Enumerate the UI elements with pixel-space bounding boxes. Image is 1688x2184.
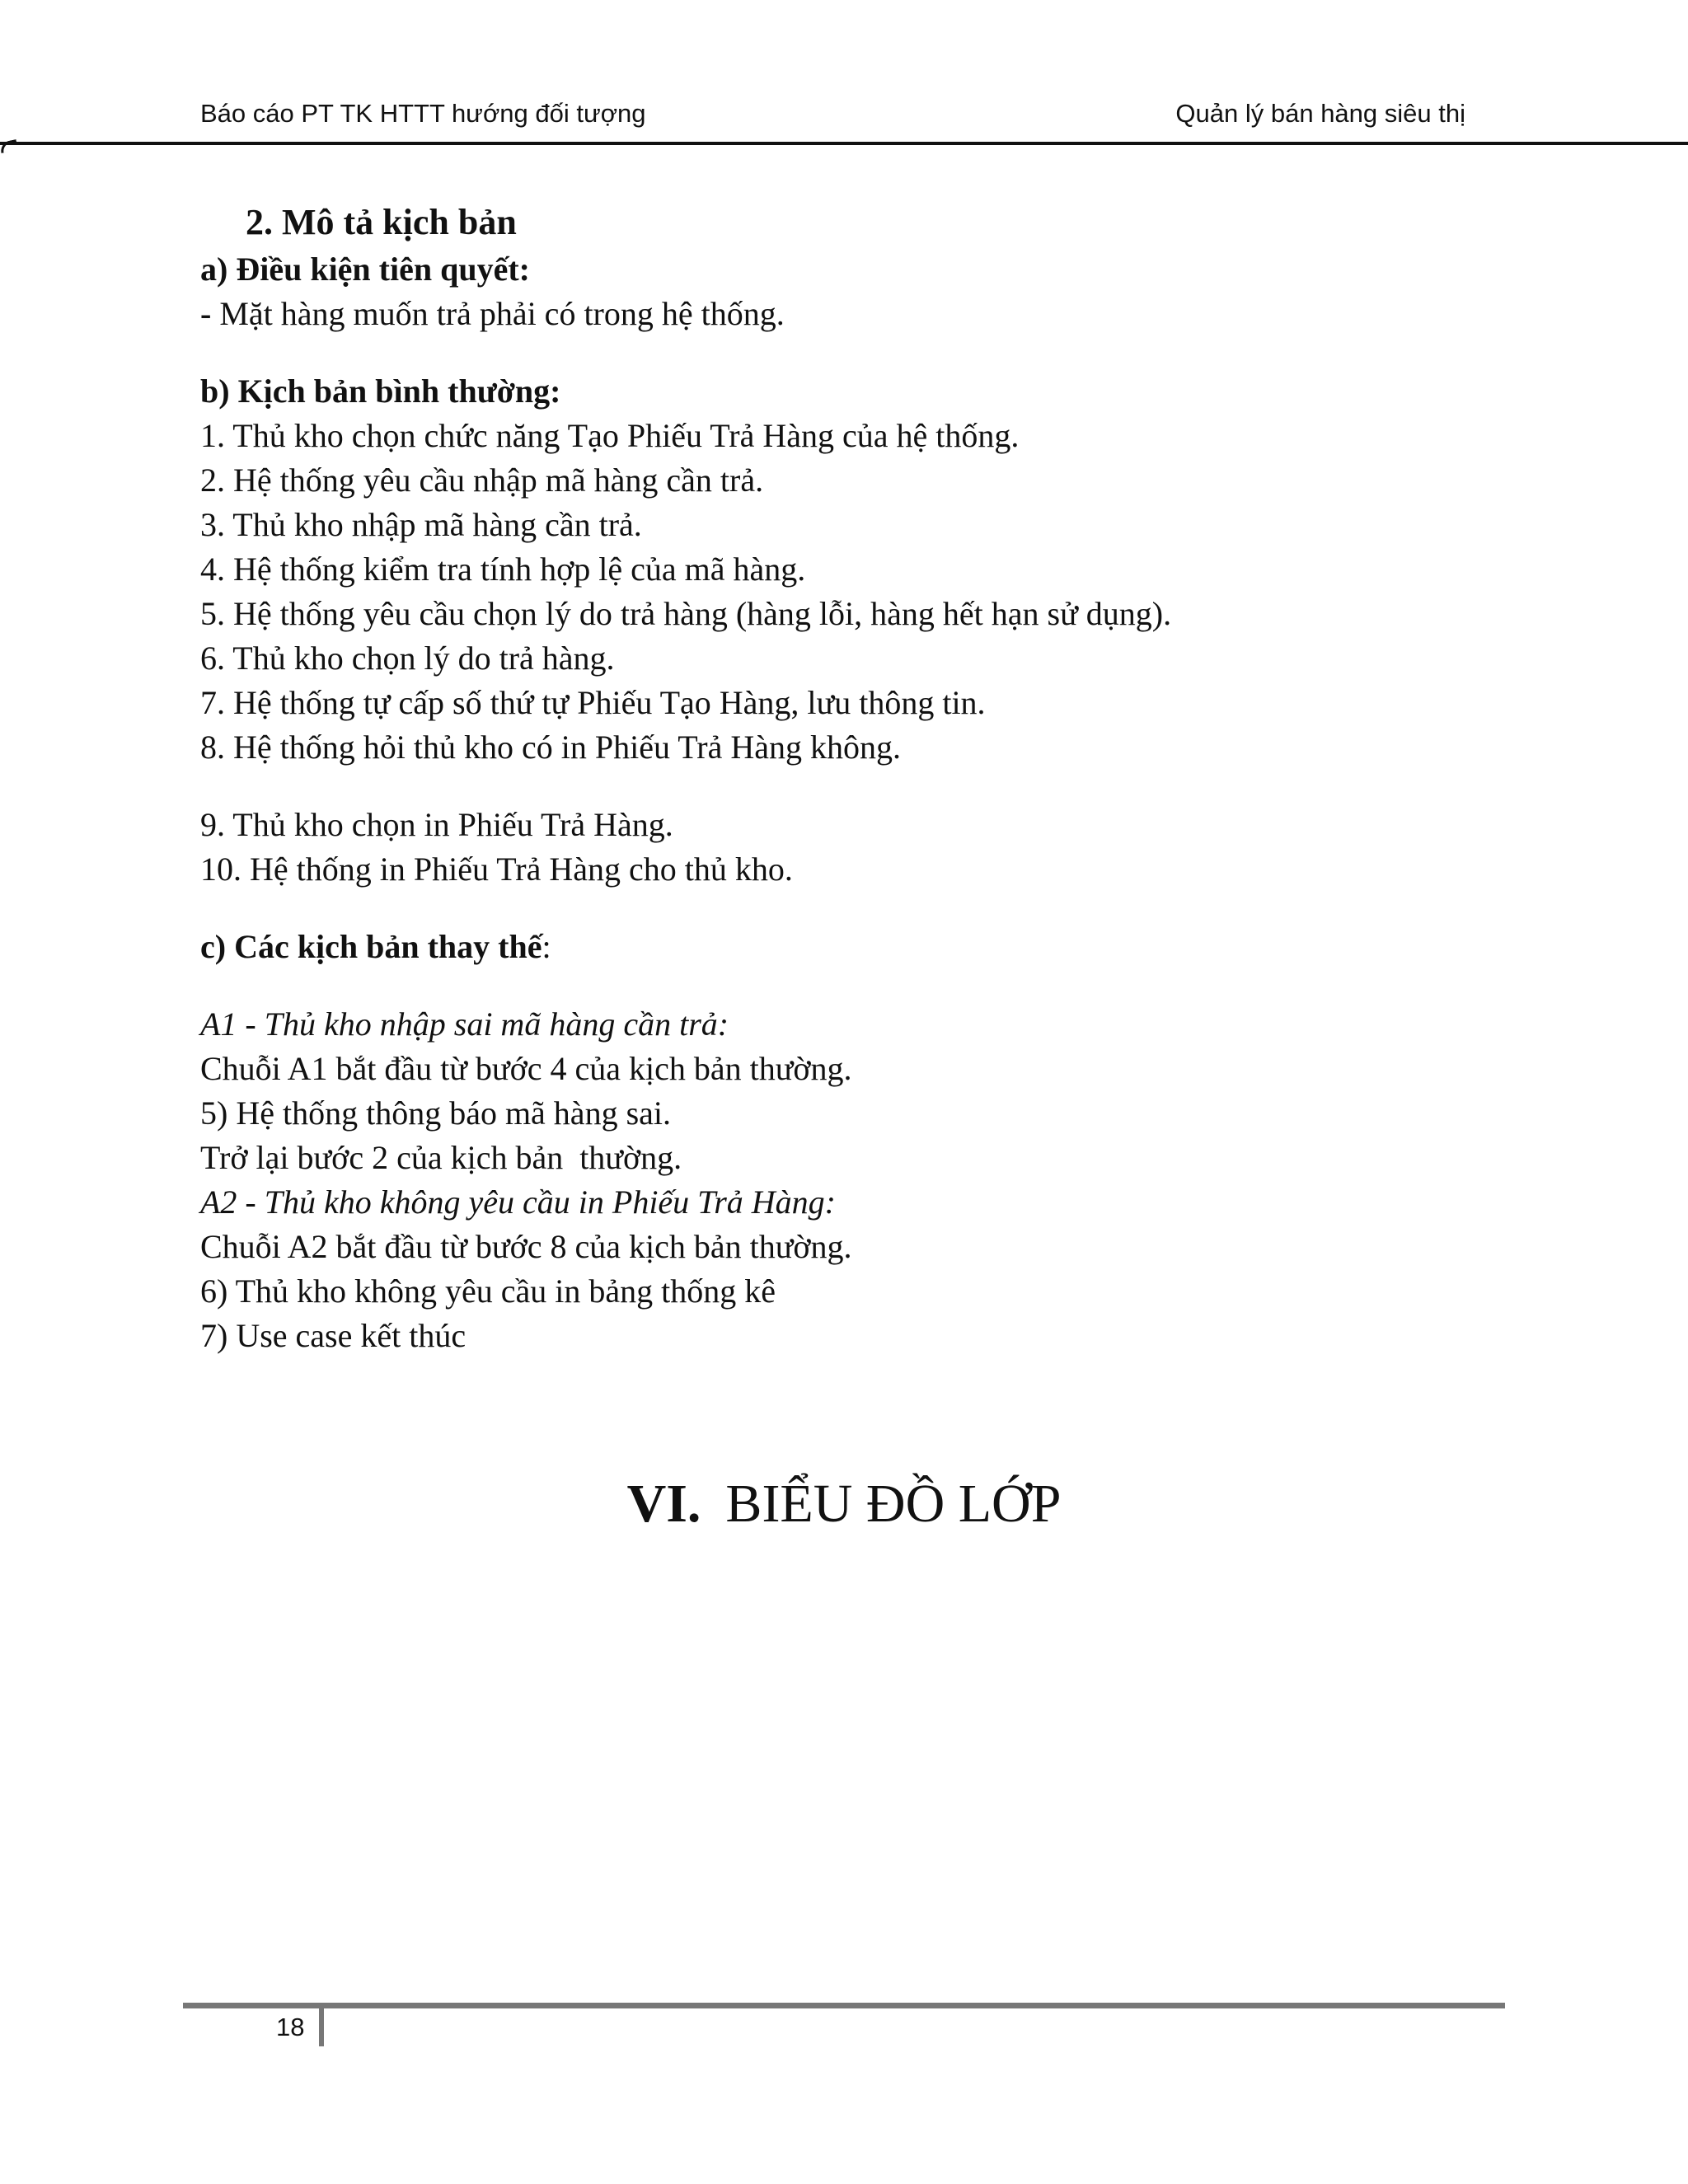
chapter-heading: [0, 1471, 1688, 1537]
list-item: Trở lại bước 2 của kịch bản thường.: [200, 1139, 682, 1176]
header-left-text: Báo cáo PT TK HTTT hướng đối tượng: [200, 99, 646, 128]
list-item: 3. Thủ kho nhập mã hàng cần trả.: [200, 506, 642, 543]
chapter-title: BIỂU ĐỒ LỚP: [725, 1474, 1062, 1534]
alternatives-heading-suffix: :: [542, 928, 551, 965]
precondition-text: Mặt hàng muốn trả phải có trong hệ thống.: [211, 295, 785, 332]
header-rule: [0, 142, 1688, 145]
list-item: 6) Thủ kho không yêu cầu in bảng thống kê: [200, 1272, 776, 1310]
alternative-a1-title: A1 - Thủ kho nhập sai mã hàng cần trả:: [200, 1005, 729, 1043]
footer-divider-tick: [319, 2008, 324, 2046]
chapter-number: VI.: [626, 1474, 701, 1534]
list-item: 8. Hệ thống hỏi thủ kho có in Phiếu Trả Hàng không.: [200, 729, 901, 766]
document-body: [200, 198, 1536, 1358]
list-item: 10. Hệ thống in Phiếu Trả Hàng cho thủ kho.: [200, 851, 793, 888]
spacer: [200, 969, 1536, 1002]
spacer: [200, 770, 1536, 803]
alternative-a2-title: A2 - Thủ kho không yêu cầu in Phiếu Trả Hàng:: [200, 1183, 836, 1221]
list-item: 5. Hệ thống yêu cầu chọn lý do trả hàng (hàng lỗi, hàng hết hạn sử dụng).: [200, 595, 1172, 632]
list-item: 4. Hệ thống kiểm tra tính hợp lệ của mã hàng.: [200, 551, 806, 588]
page-number: 18: [276, 2013, 305, 2041]
list-item: Chuỗi A2 bắt đầu từ bước 8 của kịch bản thường.: [200, 1228, 852, 1265]
list-item: 9. Thủ kho chọn in Phiếu Trả Hàng.: [200, 806, 673, 843]
list-item: 1. Thủ kho chọn chức năng Tạo Phiếu Trả Hàng của hệ thống.: [200, 417, 1020, 454]
page-header: [200, 99, 1465, 134]
section-title: 2. Mô tả kịch bản: [246, 202, 517, 242]
list-item: Chuỗi A1 bắt đầu từ bước 4 của kịch bản thường.: [200, 1050, 852, 1087]
alternatives-heading: [200, 925, 1536, 969]
precondition-item: [200, 292, 1536, 336]
list-item: 7. Hệ thống tự cấp số thứ tự Phiếu Tạo Hàng, lưu thông tin.: [200, 684, 986, 721]
list-item: 5) Hệ thống thông báo mã hàng sai.: [200, 1094, 671, 1132]
normal-steps-list: [200, 414, 1536, 770]
alternatives-heading-text: c) Các kịch bản thay thế: [200, 928, 542, 965]
list-item: 6. Thủ kho chọn lý do trả hàng.: [200, 640, 615, 677]
spacer: [200, 336, 1536, 369]
list-item: 2. Hệ thống yêu cầu nhập mã hàng cần trả.: [200, 462, 764, 499]
list-item: 7) Use case kết thúc: [200, 1317, 467, 1354]
precondition-dash: -: [200, 295, 212, 332]
normal-steps-list-continued: [200, 803, 1536, 892]
header-right-text: Quản lý bán hàng siêu thị: [1175, 99, 1465, 128]
footer-rule: [183, 2003, 1505, 2008]
spacer: [200, 892, 1536, 925]
precondition-heading: a) Điều kiện tiên quyết:: [200, 251, 530, 288]
normal-scenario-heading: b) Kịch bản bình thường:: [200, 373, 561, 410]
